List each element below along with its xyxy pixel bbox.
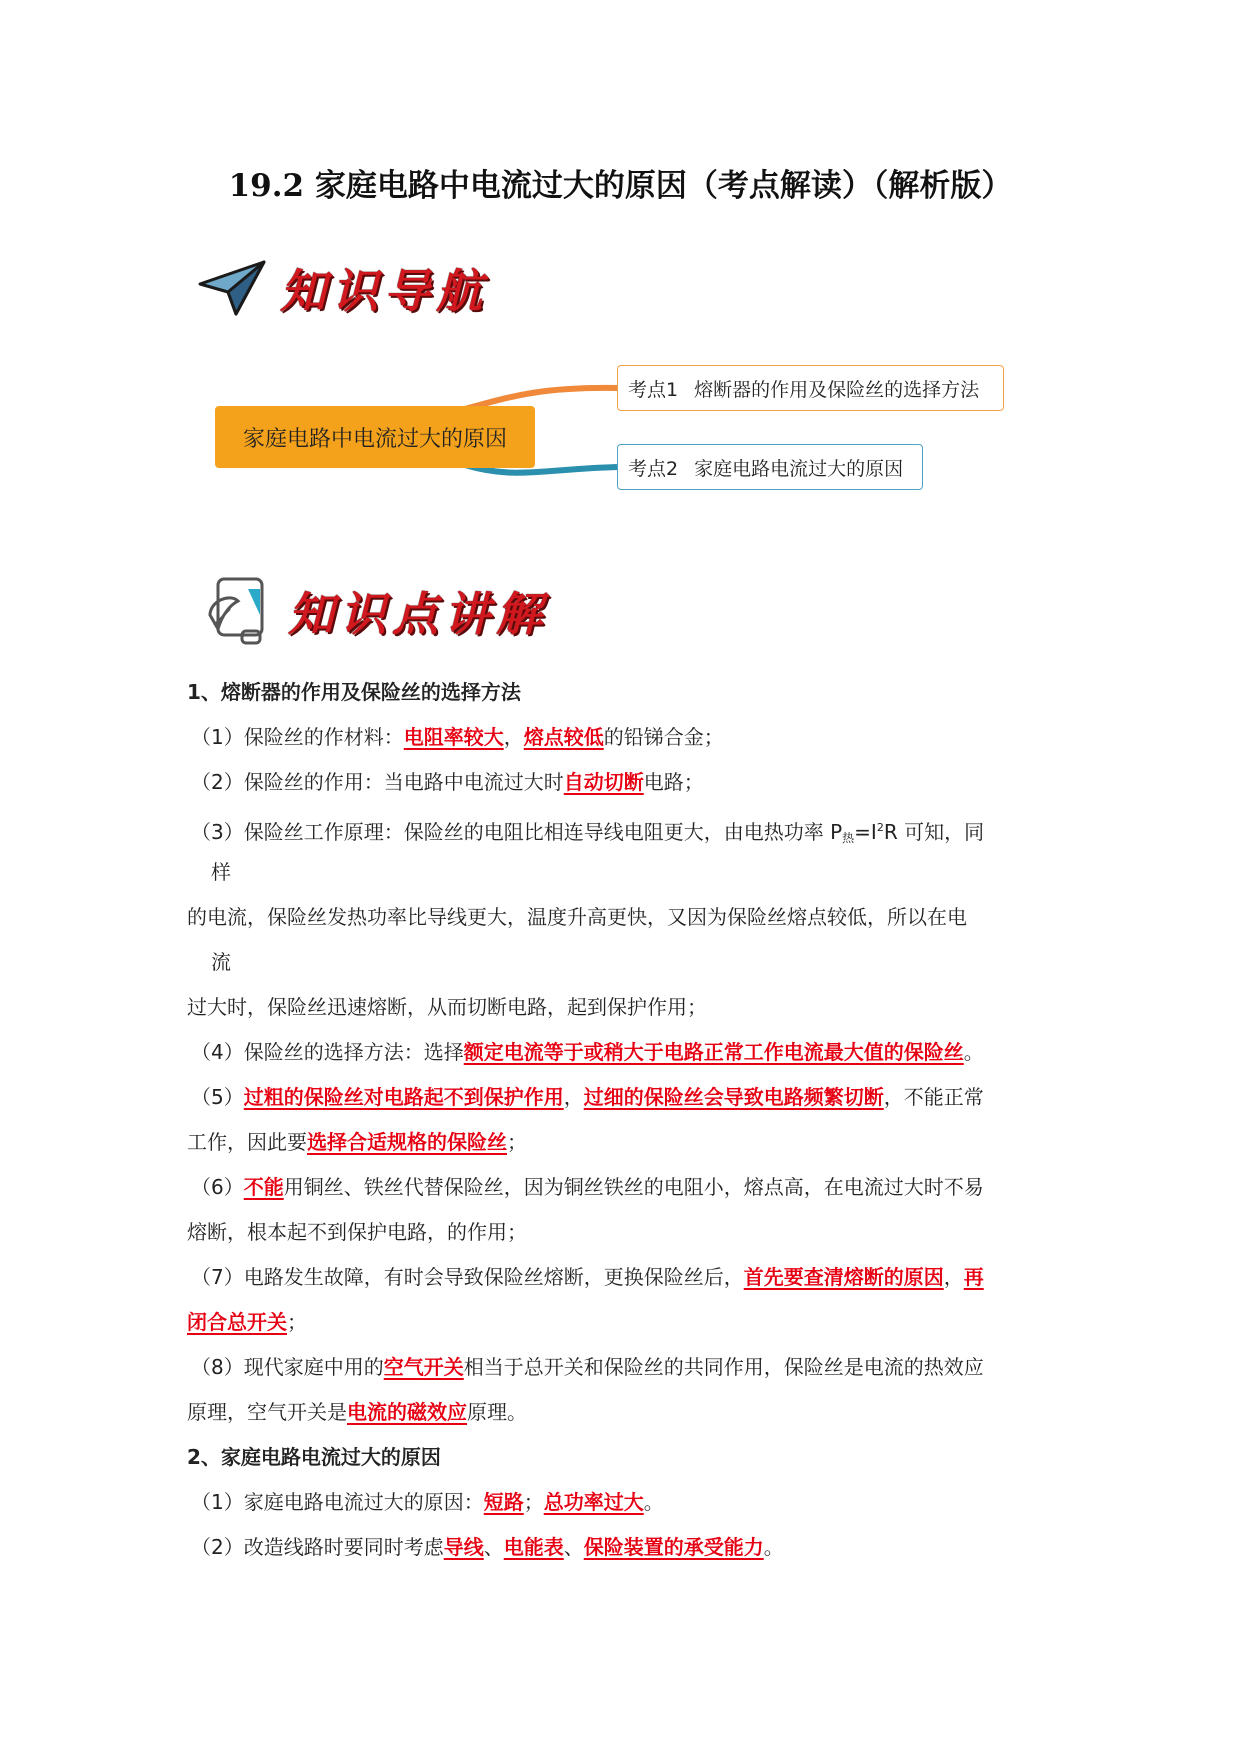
paragraph	[187, 1075, 1057, 1120]
text: （5）	[191, 1085, 244, 1109]
highlight: 电能表	[503, 1535, 564, 1559]
scroll-quill-icon	[204, 575, 272, 647]
text: （2）保险丝的作用：当电路中电流过大时	[191, 770, 564, 794]
text: （4）保险丝的选择方法：选择	[191, 1040, 464, 1064]
paragraph	[187, 1165, 1057, 1210]
text: ，	[503, 725, 524, 749]
paper-plane-icon	[198, 258, 268, 318]
subscript: 热	[842, 831, 855, 845]
knowledge-explanation-banner	[204, 575, 548, 647]
paragraph-continuation	[187, 1300, 1057, 1345]
paragraph	[187, 1345, 1057, 1390]
text: 相当于总开关和保险丝的共同作用，保险丝是电流的热效应	[463, 1355, 984, 1379]
text: 工作，因此要	[187, 1130, 307, 1154]
text: =I	[854, 820, 877, 844]
highlight: 自动切断	[563, 770, 644, 794]
highlight: 过细的保险丝会导致电路频繁切断	[583, 1085, 884, 1109]
text: ，	[943, 1265, 964, 1289]
document-body	[187, 670, 1057, 1570]
section-heading: 1、熔断器的作用及保险丝的选择方法	[187, 680, 521, 704]
paragraph-continuation	[187, 1390, 1057, 1435]
branch-label: 熔断器的作用及保险丝的选择方法	[694, 378, 980, 401]
mind-map-branch-1	[617, 365, 1004, 411]
paragraph-continuation: 样	[211, 860, 231, 884]
paragraph	[187, 805, 1057, 850]
text: （3）保险丝工作原理：保险丝的电阻比相连导线电阻更大，由电热功率 P	[191, 820, 843, 844]
mind-map-root: 家庭电路中电流过大的原因	[215, 406, 535, 468]
text: ，	[563, 1085, 584, 1109]
highlight: 电流的磁效应	[347, 1400, 467, 1424]
paragraph	[187, 760, 1057, 805]
paragraph	[187, 1030, 1057, 1075]
text: （1）保险丝的作材料：	[191, 725, 404, 749]
knowledge-navigation-banner	[198, 255, 488, 321]
text: 、	[563, 1535, 584, 1559]
banner-title: 知识点讲解	[288, 587, 548, 641]
highlight: 短路	[483, 1490, 524, 1514]
highlight: 额定电流等于或稍大于电路正常工作电流最大值的保险丝	[463, 1040, 964, 1064]
paragraph	[187, 1255, 1057, 1300]
text: （2）改造线路时要同时考虑	[191, 1535, 444, 1559]
mind-map	[215, 365, 1015, 515]
section-heading: 2、家庭电路电流过大的原因	[187, 1445, 441, 1469]
text: 原理。	[467, 1400, 527, 1424]
text: 、	[483, 1535, 504, 1559]
highlight: 电阻率较大	[403, 725, 504, 749]
highlight: 导线	[443, 1535, 484, 1559]
text: （7）电路发生故障，有时会导致保险丝熔断，更换保险丝后，	[191, 1265, 744, 1289]
text: ；	[507, 1130, 527, 1154]
highlight: 总功率过大	[543, 1490, 644, 1514]
highlight: 选择合适规格的保险丝	[307, 1130, 507, 1154]
highlight: 过粗的保险丝对电路起不到保护作用	[243, 1085, 564, 1109]
highlight: 闭合总开关	[187, 1310, 287, 1334]
text: 电路；	[643, 770, 704, 794]
text: 。	[643, 1490, 664, 1514]
paragraph	[187, 1525, 1057, 1570]
paragraph-continuation: 的电流，保险丝发热功率比导线更大，温度升高更快，又因为保险丝熔点较低，所以在电	[187, 905, 967, 929]
highlight: 再	[963, 1265, 984, 1289]
text: ；	[523, 1490, 544, 1514]
text: （8）现代家庭中用的	[191, 1355, 384, 1379]
text: 用铜丝、铁丝代替保险丝，因为铜丝铁丝的电阻小，熔点高，在电流过大时不易	[283, 1175, 984, 1199]
text: 。	[763, 1535, 784, 1559]
superscript: 2	[876, 821, 884, 834]
branch-label: 家庭电路电流过大的原因	[694, 457, 904, 480]
paragraph	[187, 715, 1057, 760]
text: ，不能正常	[883, 1085, 984, 1109]
branch-number: 考点2	[628, 457, 679, 480]
text: 原理，空气开关是	[187, 1400, 347, 1424]
paragraph-continuation: 流	[211, 950, 231, 974]
highlight: 保险装置的承受能力	[583, 1535, 764, 1559]
paragraph-continuation: 过大时，保险丝迅速熔断，从而切断电路，起到保护作用；	[187, 995, 707, 1019]
paragraph-continuation: 熔断，根本起不到保护电路，的作用；	[187, 1220, 527, 1244]
text: 。	[963, 1040, 984, 1064]
text: 的铅锑合金；	[603, 725, 724, 749]
banner-title: 知识导航	[280, 264, 488, 318]
paragraph-continuation	[187, 1120, 1057, 1165]
text: R 可知，同	[883, 820, 985, 844]
highlight: 空气开关	[383, 1355, 464, 1379]
text: （1）家庭电路电流过大的原因：	[191, 1490, 484, 1514]
text: ；	[287, 1310, 307, 1334]
highlight: 不能	[243, 1175, 284, 1199]
highlight: 熔点较低	[523, 725, 604, 749]
highlight: 首先要查清熔断的原因	[743, 1265, 944, 1289]
branch-number: 考点1	[628, 378, 679, 401]
paragraph	[187, 1480, 1057, 1525]
mind-map-branch-2	[617, 444, 923, 490]
page-title: 19.2 家庭电路中电流过大的原因（考点解读）（解析版）	[228, 168, 1013, 204]
text: （6）	[191, 1175, 244, 1199]
